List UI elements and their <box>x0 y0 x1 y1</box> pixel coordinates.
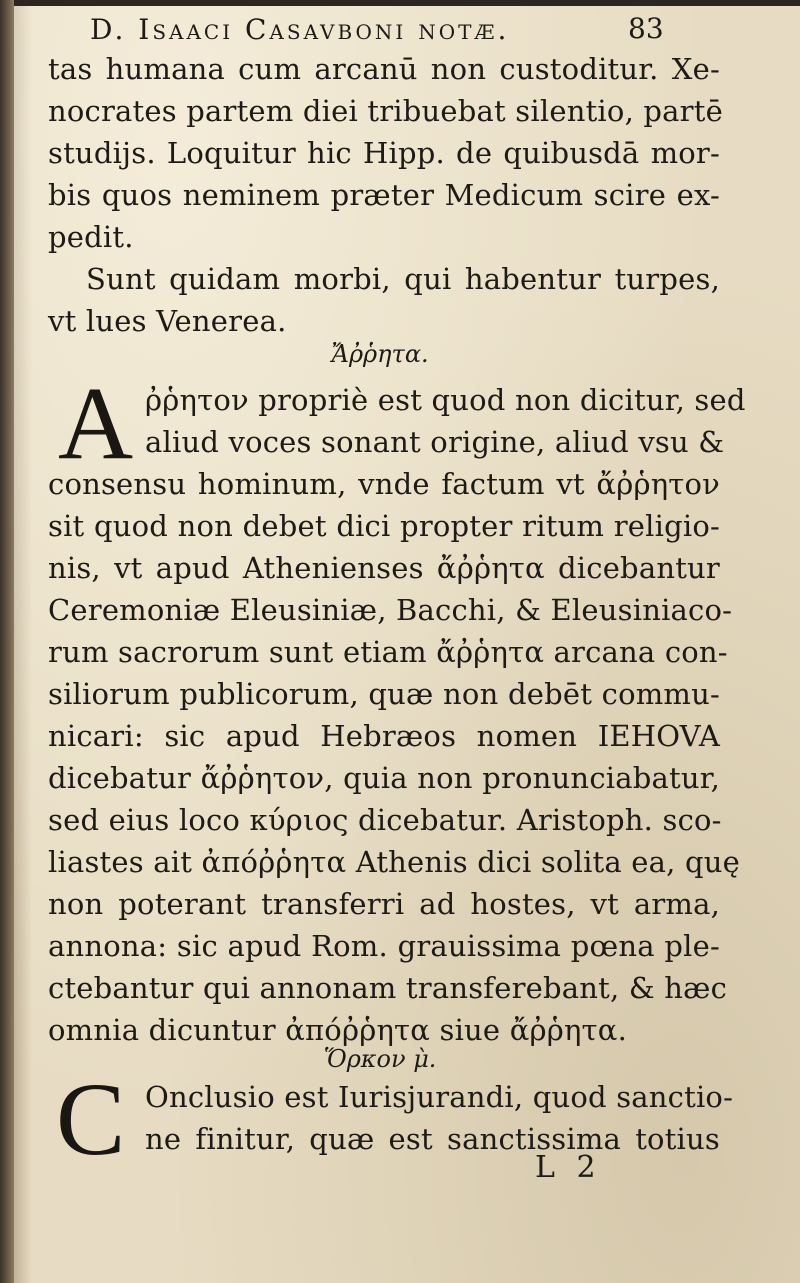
text-line: sit quod non debet dici propter ritum religio- <box>48 509 720 543</box>
text-line: nocrates partem diei tribuebat silentio, partē <box>48 94 723 128</box>
text-line: bis quos neminem præter Medicum scire ex- <box>48 178 720 212</box>
text-line: ctebantur qui annonam transferebant, & hæc <box>48 971 728 1005</box>
text-line: omnia dicuntur ἀπόῤῥητα siue ἄῤῥητα. <box>48 1013 628 1047</box>
text-line: annona: sic apud Rom. grauissima pœna ple- <box>48 929 720 963</box>
drop-cap: C <box>56 1062 126 1177</box>
text-line: rum sacrorum sunt etiam ἄῤῥητα arcana con- <box>48 635 728 669</box>
text-line: ῤῥητον propriè est quod non dicitur, sed <box>145 383 746 417</box>
text-line: ne finitur, quæ est sanctissima totius <box>145 1122 720 1156</box>
text-line: nis, vt apud Athenienses ἄῤῥητα dicebantur <box>48 551 720 585</box>
drop-cap: A <box>58 366 134 481</box>
text-line: non poterant transferri ad hostes, vt arma, <box>48 887 720 921</box>
text-line: sed eius loco κύριος dicebatur. Aristoph. sco- <box>48 803 722 837</box>
text-line: dicebatur ἄῤῥητον, quia non pronunciabatur, <box>48 761 720 795</box>
text-line: studijs. Loquitur hic Hipp. de quibusdā mor- <box>48 136 720 170</box>
text-line: Sunt quidam morbi, qui habentur turpes, <box>86 262 720 296</box>
signature-mark: L 2 <box>535 1150 602 1185</box>
section-heading: Ὅρκον μ̀. <box>323 1045 437 1073</box>
text-line: tas humana cum arcanū non custoditur. Xe- <box>48 52 720 86</box>
text-line: aliud voces sonant origine, aliud vsu & <box>145 425 725 459</box>
book-gutter <box>0 0 14 1283</box>
page-number: 83 <box>628 12 664 45</box>
section-heading: Ἄῤῥητα. <box>331 340 429 368</box>
text-line: liastes ait ἀπόῤῥητα Athenis dici solita ea, quę <box>48 845 740 879</box>
text-line: pedit. <box>48 220 134 254</box>
running-title: D. Isaaci Casavboni notæ. <box>90 13 510 46</box>
text-line: Ceremoniæ Eleusiniæ, Bacchi, & Eleusiniaco- <box>48 593 733 627</box>
text-line: consensu hominum, vnde factum vt ἄῤῥητον <box>48 467 720 501</box>
text-line: vt lues Venerea. <box>48 304 287 338</box>
text-line: Onclusio est Iurisjurandi, quod sanctio- <box>145 1080 734 1114</box>
text-line: nicari: sic apud Hebræos nomen IEHOVA <box>48 719 720 753</box>
text-line: siliorum publicorum, quæ non debēt commu- <box>48 677 720 711</box>
